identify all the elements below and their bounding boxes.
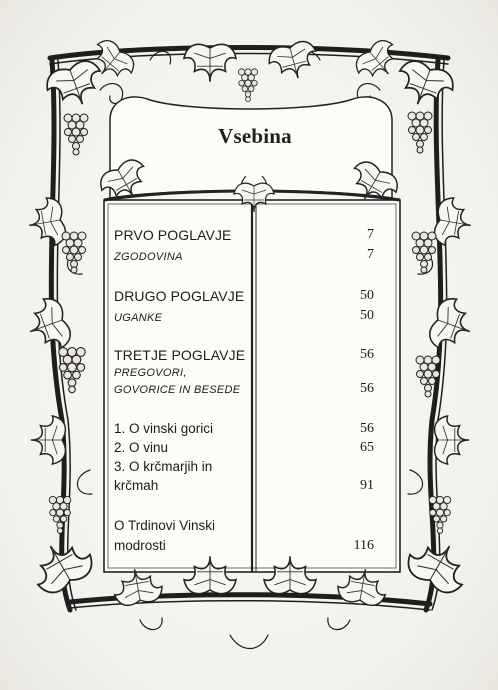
toc-entry-label: O Trdinovi Vinski <box>114 518 216 533</box>
toc-page-number: 50 <box>360 308 374 323</box>
toc-entry-label: 1. O vinski gorici <box>114 421 214 436</box>
toc-entry-label: PRVO POGLAVJE <box>114 227 232 243</box>
toc-entry-label: ZGODOVINA <box>114 251 183 263</box>
toc-entry-label: DRUGO POGLAVJE <box>114 288 245 304</box>
toc-page-number: 56 <box>360 421 374 436</box>
toc-entry-label: krčmah <box>114 478 159 493</box>
toc-entry-label: TRETJE POGLAVJE <box>114 347 246 363</box>
toc-entry-label: 3. O krčmarjih in <box>114 459 213 474</box>
toc-entry-label: modrosti <box>114 538 166 553</box>
toc-page-number: 91 <box>360 478 374 493</box>
toc-entry-label: UGANKE <box>114 312 163 324</box>
toc-page-number: 50 <box>360 288 374 303</box>
toc-entry-label: PREGOVORI, <box>114 367 187 379</box>
toc-page-number: 116 <box>353 538 374 553</box>
toc-entry-label: GOVORICE IN BESEDE <box>114 384 241 396</box>
toc-page-number: 7 <box>367 227 374 242</box>
toc-entry-label: 2. O vinu <box>114 440 169 455</box>
toc-page-number: 7 <box>367 247 374 262</box>
toc-page-number: 56 <box>360 347 374 362</box>
page-title: Vsebina <box>218 124 292 148</box>
toc-page-number: 65 <box>360 440 374 455</box>
toc-page-number: 56 <box>360 381 374 396</box>
